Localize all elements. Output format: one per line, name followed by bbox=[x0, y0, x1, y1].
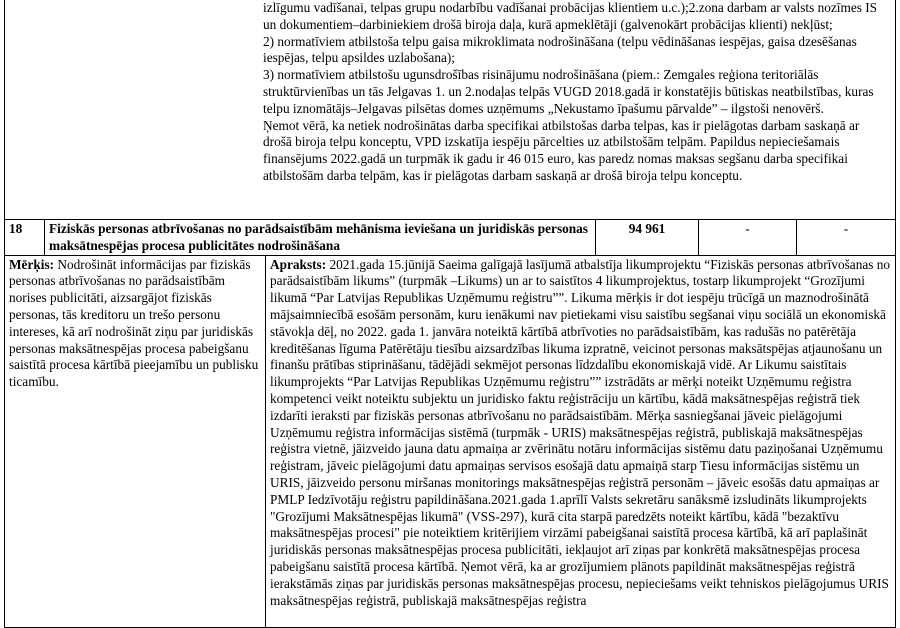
continuation-row bbox=[5, 0, 896, 220]
continuation-text-cell bbox=[5, 0, 896, 220]
continuation-paragraph-4: Ņemot vērā, ka netiek nodrošinātas darba specifikai atbilstošas darba telpas, kas ir pielāgotas darbam saskaņā ar drošā biroja telpu konceptu, VPD izskatīja iespēju pārcelties uz atbilstošām telpām. Papildus nepieciešamais finansējums 2022.gadā un turpmāk ik gadu ir 46 015 euro, kas paredz nomas maksas segšanu darba specifikai atbilstošām darba telpām, kas ir pielāgotas darbam saskaņā ar drošā biroja telpu konceptu. bbox=[263, 117, 860, 183]
budget-table bbox=[4, 0, 896, 628]
item-amount: 94 961 bbox=[596, 220, 699, 256]
continuation-paragraph-3: 3) normatīviem atbilstošu ugunsdrošības risinājumu nodrošināšana (piem.: Zemgales reģiona teritoriālās struktūrvienības un tās Jelgavas 1. un 2.nodaļas telpās VUGD 2018.gadā ir konstatējis būtiskas neatbilstības, kuras telpu iznomātājs–Jelgavas pilsētas domes uzņēmums „Nekustamo īpašumu pārvalde” – ilgstoši nenovērš. bbox=[263, 67, 874, 116]
item-row bbox=[5, 220, 896, 256]
item-number: 18 bbox=[5, 220, 45, 256]
detail-row bbox=[5, 255, 896, 627]
description-text: 2021.gada 15.jūnijā Saeima galīgajā lasījumā atbalstīja likumprojektu “Fiziskās personas atbrīvošanas no parādsaistībām likums” (turpmāk –Likums) un ar to saistītos 4 likumprojektus, tostarp likumprojekt “Grozījumi likumā “Par Latvijas Republikas Uzņēmumu reģistru””. Likuma mērķis ir dot iespēju trūcīgā un maznodrošinātā mājsaimniecībā esošām personām, kuru ienākumi nav pietiekami visu saistību segšanai viņu sociālā un ekonomiskā stāvokļa dēļ, no 2022. gada 1. janvāra noteiktā kārtībā atbrīvoties no parādsaistībām, kas radušās no patērētāja kreditēšanas līguma Patērētāju tiesību aizsardzības likuma izpratnē, veicinot personas maksātspējas atjaunošanu un finanšu prātības stiprināšanu, tādējādi sekmējot personas līdzdalību ekonomiskajā vidē. Ar Likumu saistītais likumprojekts “Par Latvijas Republikas Uzņēmumu reģistru”” izstrādāts ar mērķi noteikt Uzņēmumu reģistra kompetenci veikt noteiktu subjektu un juridisko faktu reģistrāciju un kārtību, kādā maksātnespējas reģistrā tiek izdarīti ieraksti par fiziskās personas atbrīvošanu no parādsaistībām. Mērķa sasniegšanai jāveic pielāgojumi Uzņēmumu reģistra informācijas sistēmā (turpmāk - URIS) maksātnespējas reģistrā, publiskajā maksātnespējas reģistra vietnē, jāizveido jauna datu apmaiņa ar zvērinātu notāru informācijas sistēmu datu paziņošanai Uzņēmumu reģistram, jāveic pielāgojumi datu apmaiņas servisos esošajā datu apmaiņā starp Tiesu informācijas sistēmu un URIS, jāizveido personu miršanas monitorings maksātnespējas reģistrā personām – jāveic esošās datu apmaiņas ar PMLP Iedzīvotāju reģistru papildināšana.2021.gada 1.aprīlī Valsts sekretāru sanāksmē izsludināts likumprojekts "Grozījumi Maksātnespējas likumā" (VSS-297), kurā cita starpā paredzēts noteikt kārtību, kādā "bezaktīvu maksātnespējas procesi" pie noteiktiem kritērijiem virzāmi pabeigšanai saistītā procesa kārtībā, kā arī paplašināt juridiskās personas maksātnespējas procesa publicitāti, iekļaujot arī ziņas par konkrētā maksātnespējas procesa pabeigšanu saistītā procesa kārtībā. Ņemot vērā, ka ar grozījumiem plānots papildināt maksātnespējas reģistrā ierakstāmās ziņas par juridiskās personas maksātnespējas procesu, nepieciešams veikt tehniskos pielāgojumus URIS maksātnespējas reģistrā, publiskajā maksātnespējas reģistra bbox=[270, 256, 891, 608]
item-col-a: - bbox=[699, 220, 797, 256]
goal-text: Nodrošināt informācijas par fiziskās personas atbrīvošanas no parādsaistībām norises publicitāti, aizsargājot fiziskās personas, tās kreditoru un trešo personu intereses, kā arī nodrošināt ziņu par juridiskās personas maksātnespējas procesa pabeigšanu saistītā procesa kārtībā pieejamību un publisku ticamību. bbox=[9, 256, 259, 390]
item-col-b: - bbox=[797, 220, 896, 256]
continuation-paragraph-1: izlīgumu vadīšanai, telpas grupu nodarbību vadīšanai probācijas klientiem u.c.);2.zona darbam ar valsts nozīmes IS un dokumentiem–darbiniekiem drošā biroja daļa, kurā apmeklētāji (galvenokārt probācijas klienti) nekļūst; bbox=[263, 0, 878, 32]
goal-label: Mērķis: bbox=[9, 256, 55, 272]
goal-cell bbox=[5, 255, 266, 627]
description-label: Apraksts: bbox=[270, 256, 327, 272]
description-cell bbox=[266, 255, 896, 627]
continuation-paragraph-2: 2) normatīviem atbilstoša telpu gaisa mikroklimata nodrošināšana (telpu vēdināšanas iespējas, gaisa dzesēšanas iespējas, telpu apsildes uzlabošana); bbox=[263, 33, 857, 66]
item-title: Fiziskās personas atbrīvošanas no parādsaistībām mehānisma ieviešana un juridiskās personas maksātnespējas procesa publicitātes nodrošināšana bbox=[45, 220, 596, 256]
